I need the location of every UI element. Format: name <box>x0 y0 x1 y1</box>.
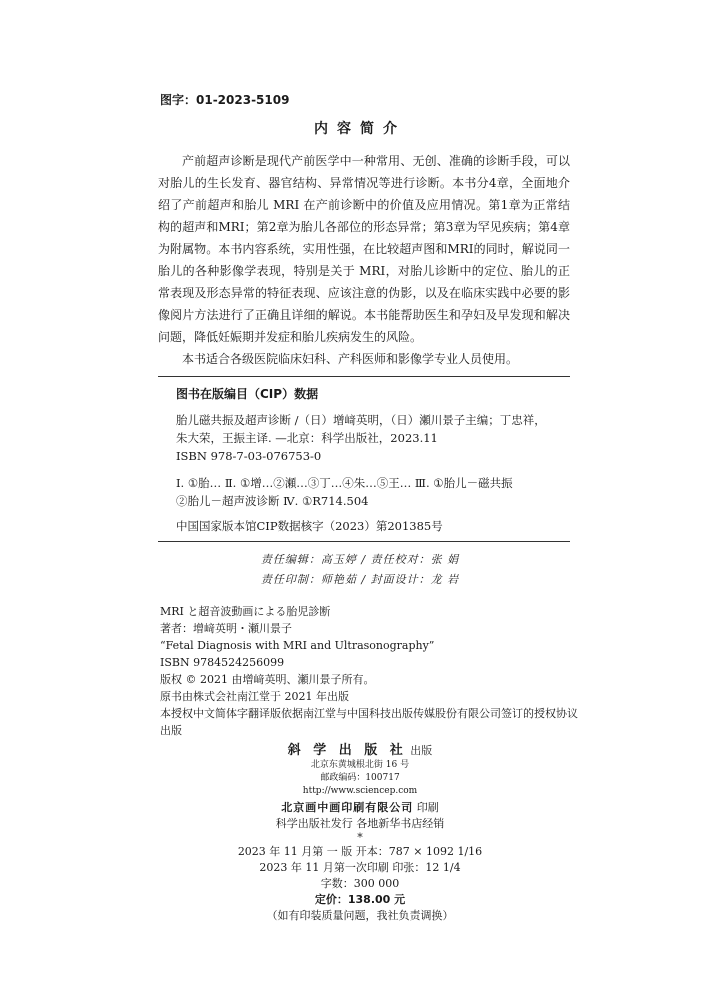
divider <box>158 541 570 542</box>
original-authors: 著者：增﨑英明・瀬川景子 <box>160 622 292 635</box>
printing-line: 2023 年 11 月第一次印刷 印张：12 1/4 <box>259 861 461 874</box>
editor-name: 龙 岩 <box>430 573 460 586</box>
summary-title: 内容简介 <box>314 121 406 137</box>
quality-notice: （如有印装质量问题，我社负责调换） <box>266 909 454 922</box>
editor-name: 高玉婷 <box>320 553 357 566</box>
editor-label: / 封面设计： <box>361 573 431 586</box>
editor-name: 师艳茹 <box>320 573 357 586</box>
printer-name: 北京画中画印刷有限公司 <box>281 801 414 814</box>
cip-title-line: 朱大荣，王振主译. —北京：科学出版社，2023.11 <box>176 431 438 445</box>
summary-body <box>158 150 570 370</box>
editors-block <box>0 550 720 590</box>
original-title-jp: MRI と超音波動画による胎児診断 <box>160 605 331 618</box>
printer-suffix: 印刷 <box>416 801 439 814</box>
editor-name: 张 娟 <box>430 553 460 566</box>
license-statement: 本授权中文简体字翻译版依据南江堂与中国科技出版传媒股份有限公司签订的授权协议出版 <box>160 707 578 737</box>
word-count: 字数：300 000 <box>320 877 400 890</box>
separator-star: * <box>357 831 363 844</box>
distribution-line: 科学出版社发行 各地新华书店经销 <box>275 817 445 830</box>
cip-title-line: 胎儿磁共振及超声诊断 /（日）增﨑英明，（日）瀬川景子主编；丁忠祥， <box>176 413 546 427</box>
original-edition-info <box>160 603 580 739</box>
price-label: 定价： <box>314 893 348 906</box>
edition-line: 2023 年 11 月第 一 版 开本：787 × 1092 1/16 <box>237 845 483 858</box>
cip-isbn: ISBN 978-7-03-076753-0 <box>176 449 322 463</box>
publisher-url: http://www.sciencep.com <box>302 786 418 796</box>
original-publisher: 原书由株式会社南江堂于 2021 年出版 <box>160 690 349 703</box>
cip-heading: 图书在版编目（CIP）数据 <box>176 387 319 401</box>
original-copyright: 版权 © 2021 由增﨑英明、瀬川景子所有。 <box>160 673 375 686</box>
editors-row <box>0 550 720 570</box>
cip-class-line: ②胎儿－超声波诊断 Ⅳ. ①R714.504 <box>176 494 369 508</box>
cip-class-line: Ⅰ. ①胎… Ⅱ. ①增…②瀬…③丁…④朱…⑤王… Ⅲ. ①胎儿－磁共振 <box>176 476 513 490</box>
publisher-postcode: 邮政编码：100717 <box>320 773 400 783</box>
summary-paragraph: 本书适合各级医院临床妇科、产科医师和影像学专业人员使用。 <box>182 352 519 366</box>
publisher-suffix: 出版 <box>410 744 433 757</box>
divider <box>158 376 570 377</box>
cip-classification <box>176 474 570 510</box>
publication-info <box>0 743 720 924</box>
editor-label: 责任印制： <box>260 573 321 586</box>
original-isbn: ISBN 9784524256099 <box>160 656 285 669</box>
publisher-address: 北京东黄城根北街 16 号 <box>310 760 410 770</box>
editor-label: / 责任校对： <box>361 553 431 566</box>
price-value: 138.00 元 <box>347 893 406 906</box>
cip-title-block <box>176 411 570 465</box>
summary-paragraph: 产前超声诊断是现代产前医学中一种常用、无创、准确的诊断手段，可以对胎儿的生长发育、器官结构、异常情况等进行诊断。本书分4章，全面地介绍了产前超声和胎儿 MRI 在产前诊断中的价值及应用情况。第1章为正常结构的超声和MRI；第2章为胎儿各部位的形态异常；第3章为罕见疾病；第4章为附属物。本书内容系统，实用性强，在比较超声图和MRI的同时，解说同一胎儿的各种影像学表现，特别是关于 MRI，对胎儿诊断中的定位、胎儿的正常表现及形态异常的特征表现、应该注意的伪影，以及在临床实践中必要的影像阅片方法进行了正确且详细的解说。本书能帮助医生和孕妇及早发现和解决问题，降低妊娠期并发症和胎儿疾病发生的风险。 <box>158 154 570 344</box>
publisher-name: 斜 学 出 版 社 <box>287 743 407 758</box>
editor-label: 责任编辑： <box>260 553 321 566</box>
editors-row <box>0 570 720 590</box>
registration-number: 图字：01-2023-5109 <box>160 93 290 107</box>
original-title-en: “Fetal Diagnosis with MRI and Ultrasonography” <box>160 639 435 652</box>
cip-core-number: 中国国家版本馆CIP数据核字（2023）第201385号 <box>176 519 443 533</box>
